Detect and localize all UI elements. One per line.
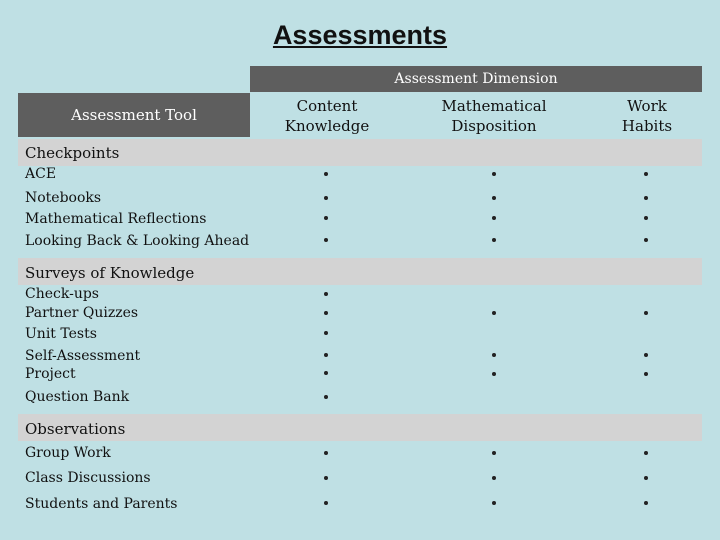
column-header-content-knowledge xyxy=(272,96,382,136)
mark-dot xyxy=(324,353,328,357)
mark-dot xyxy=(324,238,328,242)
mark-dot xyxy=(492,501,496,505)
mark-dot xyxy=(644,451,648,455)
mark-dot xyxy=(644,501,648,505)
mark-dot xyxy=(644,476,648,480)
row-label: Self-Assessment xyxy=(25,348,141,364)
mark-dot xyxy=(644,311,648,315)
column-header-line: Work xyxy=(627,97,667,115)
column-header-line: Knowledge xyxy=(284,117,370,135)
row-label: Check-ups xyxy=(25,286,99,302)
mark-dot xyxy=(644,172,648,176)
row-label: Partner Quizzes xyxy=(25,305,139,321)
row-label: Group Work xyxy=(25,445,111,461)
row-label: Unit Tests xyxy=(25,326,97,342)
row-label: ACE xyxy=(25,166,57,182)
mark-dot xyxy=(644,216,648,220)
mark-dot xyxy=(492,196,496,200)
column-header-line: Mathematical xyxy=(441,97,547,115)
mark-dot xyxy=(324,476,328,480)
mark-dot xyxy=(324,196,328,200)
row-label: Notebooks xyxy=(25,190,102,206)
mark-dot xyxy=(324,501,328,505)
row-label: Class Discussions xyxy=(25,470,151,486)
row-label: Students and Parents xyxy=(25,496,178,512)
row-label: Mathematical Reflections xyxy=(25,211,207,227)
column-header-work-habits xyxy=(600,96,694,136)
section-title-observations: Observations xyxy=(25,420,126,438)
mark-dot xyxy=(644,196,648,200)
mark-dot xyxy=(324,371,328,375)
mark-dot xyxy=(492,476,496,480)
mark-dot xyxy=(492,451,496,455)
assessment-dimension-header: Assessment Dimension xyxy=(250,66,702,92)
mark-dot xyxy=(492,238,496,242)
mark-dot xyxy=(492,311,496,315)
mark-dot xyxy=(492,172,496,176)
mark-dot xyxy=(644,372,648,376)
mark-dot xyxy=(492,372,496,376)
mark-dot xyxy=(492,216,496,220)
row-label: Project xyxy=(25,366,76,382)
section-bar-checkpoints xyxy=(18,139,702,166)
mark-dot xyxy=(324,331,328,335)
column-header-line: Content xyxy=(296,97,358,115)
mark-dot xyxy=(324,216,328,220)
page-title: Assessments xyxy=(272,20,448,50)
column-header-line: Habits xyxy=(621,117,673,135)
mark-dot xyxy=(324,172,328,176)
column-header-mathematical-disposition xyxy=(424,96,564,136)
assessment-tool-header: Assessment Tool xyxy=(18,93,250,137)
mark-dot xyxy=(324,311,328,315)
mark-dot xyxy=(324,451,328,455)
row-label: Looking Back & Looking Ahead xyxy=(25,233,250,249)
section-title-surveys: Surveys of Knowledge xyxy=(25,264,195,282)
row-label: Question Bank xyxy=(25,389,130,405)
mark-dot xyxy=(492,353,496,357)
mark-dot xyxy=(644,238,648,242)
column-header-line: Disposition xyxy=(451,117,537,135)
mark-dot xyxy=(644,353,648,357)
section-title-checkpoints: Checkpoints xyxy=(25,144,120,162)
mark-dot xyxy=(324,395,328,399)
mark-dot xyxy=(324,292,328,296)
